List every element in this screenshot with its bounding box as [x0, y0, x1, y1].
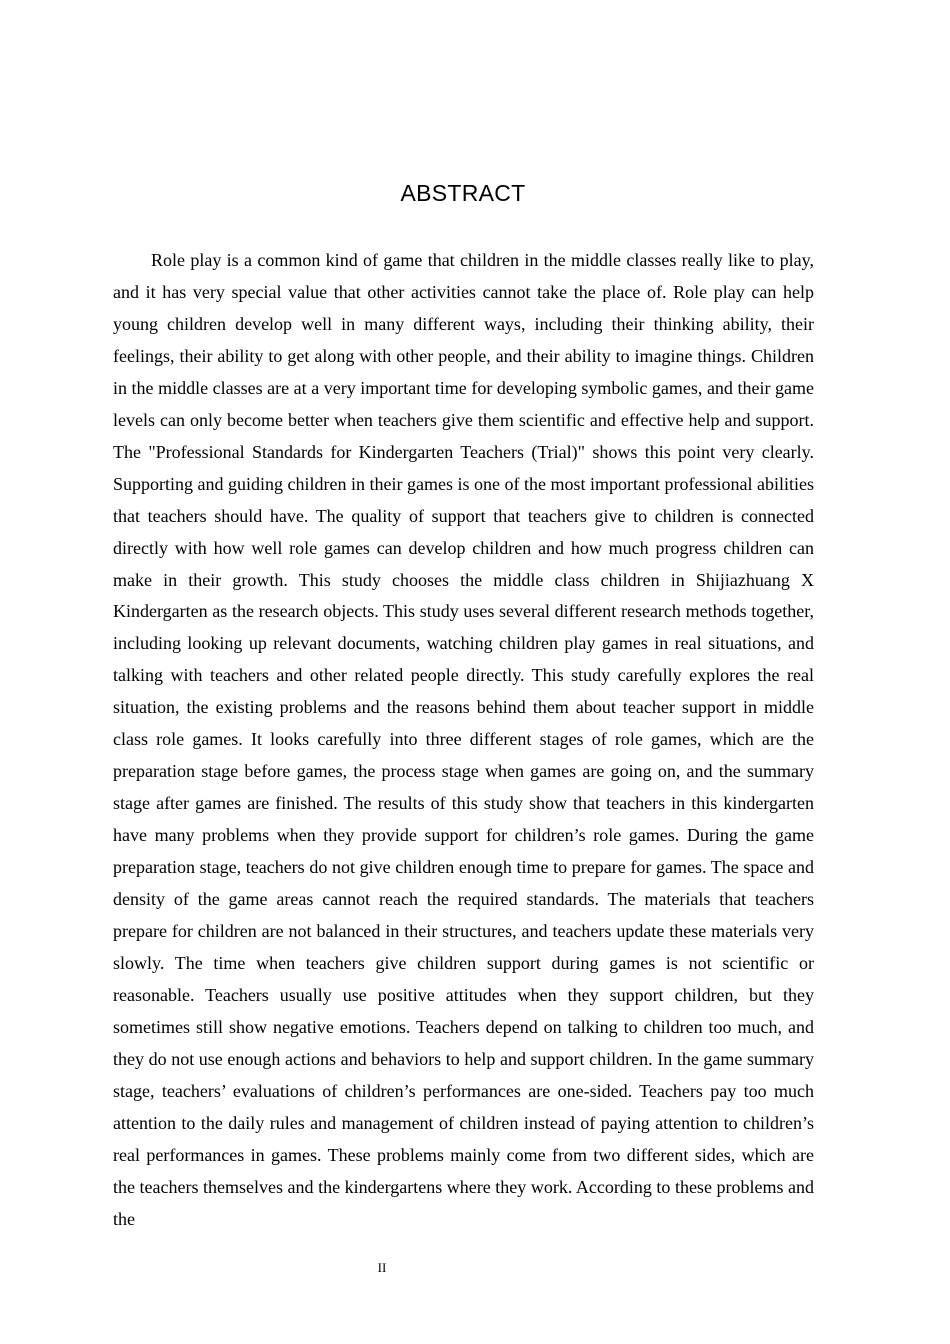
page-title: ABSTRACT: [400, 180, 526, 206]
abstract-paragraph: Role play is a common kind of game that children in the middle classes really like to play, and it has very special value that other activities cannot take the place of. Role play can help young children develop well in many different ways, including their thinking ability, their feelings, their ability to get along with other people, and their ability to imagine things. Children in the middle classes are at a very important time for developing symbolic games, and their game levels can only become better when teachers give them scientific and effective help and support. The "Professional Standards for Kindergarten Teachers (Trial)" shows this point very clearly. Supporting and guiding children in their games is one of the most important professional abilities that teachers should have. The quality of support that teachers give to children is connected directly with how well role games can develop children and how much progress children can make in their growth. This study chooses the middle class children in Shijiazhuang X Kindergarten as the research objects. This study uses several different research methods together, including looking up relevant documents, watching children play games in real situations, and talking with teachers and other related people directly. This study carefully explores the real situation, the existing problems and the reasons behind them about teacher support in middle class role games. It looks carefully into three different stages of role games, which are the preparation stage before games, the process stage when games are going on, and the summary stage after games are finished. The results of this study show that teachers in this kindergarten have many problems when they provide support for children’s role games. During the game preparation stage, teachers do not give children enough time to prepare for games. The space and density of the game areas cannot reach the required standards. The materials that teachers prepare for children are not balanced in their structures, and teachers update these materials very slowly. The time when teachers give children support during games is not scientific or reasonable. Teachers usually use positive attitudes when they support children, but they sometimes still show negative emotions. Teachers depend on talking to children too much, and they do not use enough actions and behaviors to help and support children. In the game summary stage, teachers’ evaluations of children’s performances are one-sided. Teachers pay too much attention to the daily rules and management of children instead of paying attention to children’s real performances in games. These problems mainly come from two different sides, which are the teachers themselves and the kindergartens where they work. According to these problems and the: [113, 250, 814, 1229]
page-number: II: [377, 1260, 387, 1275]
